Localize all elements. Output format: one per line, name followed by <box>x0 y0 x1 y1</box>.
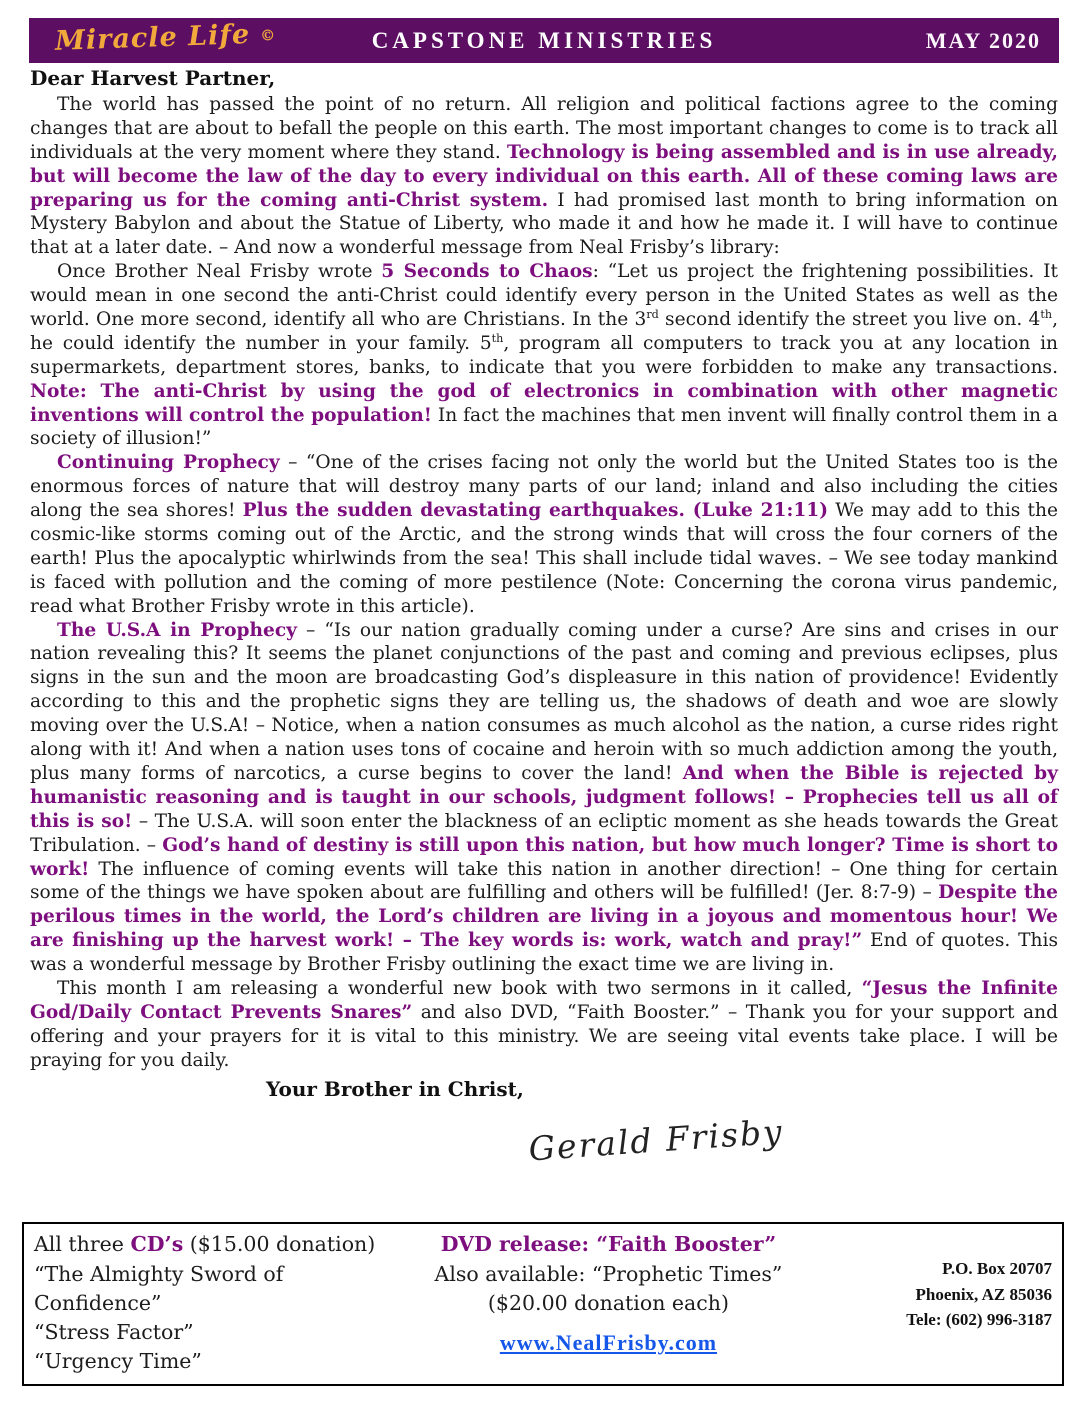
also-available-line: Also available: “Prophetic Times” <box>434 1261 783 1286</box>
masthead-title: CAPSTONE MINISTRIES <box>371 27 717 53</box>
closing-line: Your Brother in Christ, <box>266 1076 524 1101</box>
copyright-symbol: © <box>259 26 276 45</box>
footer-address <box>805 1256 1052 1376</box>
salutation: Dear Harvest Partner, <box>30 66 276 90</box>
brand-name: Miracle Life <box>54 19 251 57</box>
dvd-release-line: DVD release: “Faith Booster” <box>440 1232 777 1257</box>
footer-offer-box <box>22 1222 1064 1386</box>
paragraph-5-seconds-to-chaos: Once Brother Neal Frisby wrote 5 Seconds to Chaos: “Let us project the frightening possibilities. It would mean in one second the anti-Christ could identify every person in the United States as well as the world. One more second, identify all who are Christians. In the 3rd second identify the street you live on. 4th, he could identify the number in your family. 5th, program all computers to track you at any location in supermarkets, department stores, banks, to indicate that you were forbidden to make any transactions. Note: The anti-Christ by using the god of electronics in combination with other magnetic inventions will control the population! In fact the machines that men invent will finally control them in a society of illusion!” <box>30 261 1059 450</box>
website-link[interactable]: www.NealFrisby.com <box>499 1329 718 1355</box>
masthead-bar <box>29 18 1059 63</box>
address-po-box: P.O. Box 20707 <box>942 1259 1052 1279</box>
cd-offer-line: All three CD’s ($15.00 donation) <box>34 1232 376 1257</box>
cd-title-3: “Urgency Time” <box>34 1348 202 1373</box>
footer-dvd-info <box>412 1230 805 1376</box>
signature: Gerald Frisby <box>527 1111 785 1168</box>
address-city: Phoenix, AZ 85036 <box>915 1284 1052 1304</box>
paragraph-new-book: This month I am releasing a wonderful new book with two sermons in it called, “Jesus the Infinite God/Daily Contact Prevents Snares” and also DVD, “Faith Booster.” – Thank you for your support and offering and your prayers for it is vital to this ministry. We are seeing vital events take place. I will be praying for you daily. <box>30 977 1058 1071</box>
cd-title-1: “The Almighty Sword of Confidence” <box>34 1261 284 1315</box>
cd-title-2: “Stress Factor” <box>34 1319 194 1344</box>
paragraph-continuing-prophecy: Continuing Prophecy – “One of the crises facing not only the world but the United States too is the enormous forces of nature that will destroy many parts of our land; inland and also including the cities along the sea shores! Plus the sudden devastating earthquakes. (Luke 21:11) We may add to this the cosmic-like storms coming out of the Arctic, and the strong winds that will cross the four corners of the earth! Plus the apocalyptic whirlwinds from the sea! This shall include tidal waves. – We see today mankind is faced with pollution and the coming of more pestilence (Note: Concerning the corona virus pandemic, read what Brother Frisby wrote in this article). <box>30 452 1058 617</box>
masthead-date: MAY 2020 <box>925 28 1041 53</box>
address-phone: Tele: (602) 996-3187 <box>906 1310 1052 1330</box>
letter-body <box>30 66 1059 1168</box>
donation-line: ($20.00 donation each) <box>487 1290 729 1315</box>
paragraph-usa-in-prophecy: The U.S.A in Prophecy – “Is our nation gradually coming under a curse? Are sins and crises in our nation revealing this? It seems the planet conjunctions of the past and coming and previous eclipses, plus signs in the sun and the moon are broadcasting God’s displeasure in this nation of providence! Evidently according to this and the prophetic signs they are telling us, the shadows of death and woe are slowly moving over the U.S.A! – Notice, when a nation consumes as much alcohol as the nation, a curse rides right along with it! And when a nation uses tons of cocaine and heroin with so much addiction among the youth, plus many forms of narcotics, a curse begins to cover the land! And when the Bible is rejected by humanistic reasoning and is taught in our schools, judgment follows! – Prophecies tell us all of this is so! – The U.S.A. will soon enter the blackness of an ecliptic moment as she heads towards the Great Tribulation. – God’s hand of destiny is still upon this nation, but how much longer? Time is short to work! The influence of coming events will take this nation in another direction! – One thing for certain some of the things we have spoken about are fulfilling and others will be fulfilled! (Jer. 8:7-9) – Despite the perilous times in the world, the Lord’s children are living in a joyous and momentous hour! We are finishing up the harvest work! – The key words is: work, watch and pray!” End of quotes. This was a wonderful message by Brother Frisby outlining the exact time we are living in. <box>30 619 1058 976</box>
paragraph-world-no-return: The world has passed the point of no return. All religion and political factions agree to the coming changes that are about to befall the people on this earth. The most important changes to come is to track all individuals at the very moment where they stand. Technology is being assembled and is in use already, but will become the law of the day to every individual on this earth. All of these coming laws are preparing us for the coming anti-Christ system. I had promised last month to bring information on Mystery Babylon and about the Statue of Liberty, who made it and how he made it. I will have to continue that at a later date. – And now a wonderful message from Neal Frisby’s library: <box>30 94 1058 259</box>
footer-cd-list <box>34 1230 412 1376</box>
